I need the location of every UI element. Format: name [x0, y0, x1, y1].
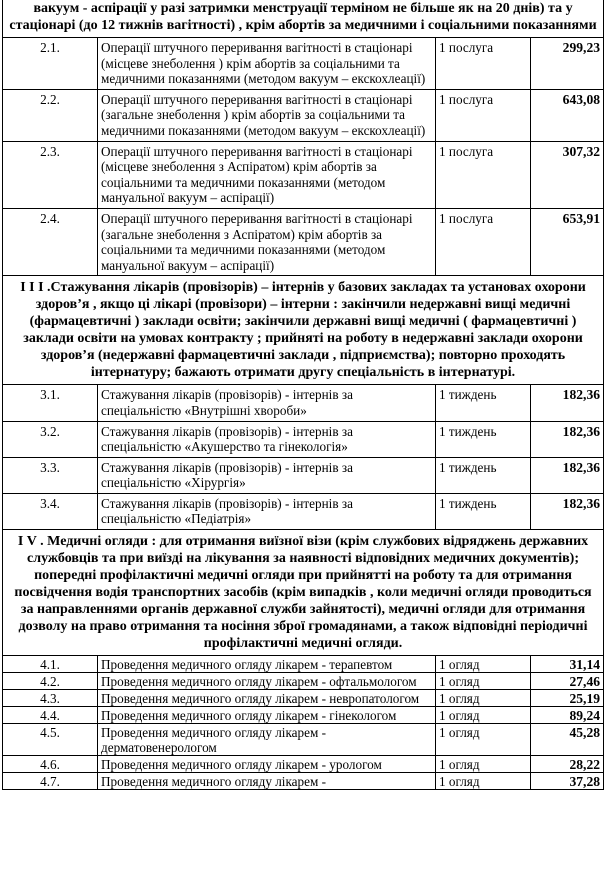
price-value: 182,36 — [531, 385, 604, 421]
table-row — [3, 690, 604, 707]
table-row — [3, 493, 604, 529]
row-number: 4.2. — [3, 673, 98, 690]
unit-of-measure: 1 огляд — [436, 656, 531, 673]
table-row — [3, 656, 604, 673]
section-header — [3, 276, 604, 385]
table-row — [3, 707, 604, 724]
service-name: Проведення медичного огляду лікарем - — [98, 773, 436, 790]
row-number: 4.1. — [3, 656, 98, 673]
section-2-header-text: вакуум - аспірації у разі затримки менструації терміном не більше як на 20 днів) та у стаціонарі (до 12 тижнів вагітності) , крім абортів за медичними і соціальними показаннями — [3, 0, 604, 38]
price-value: 653,91 — [531, 208, 604, 275]
price-value: 28,22 — [531, 756, 604, 773]
row-number: 2.3. — [3, 141, 98, 208]
unit-of-measure: 1 послуга — [436, 38, 531, 90]
row-number: 3.2. — [3, 421, 98, 457]
table-row — [3, 773, 604, 790]
price-table — [2, 0, 604, 790]
section-4-header-text: І V . Медичні огляди : для отримання виїзної візи (крім службових відряджень державних службовців та при виїзді на лікування за наявності відповідних медичних документів); попередні профілактичні медичні огляди при прийнятті на роботу та для отримання посвідчення водія транспортних засобів (крім випадків , коли медичні огляди проводиться за направленнями органів державної служби зайнятості), медичні огляди для отримання дозволу на право отримання та носіння зброї громадянами, а також відповідні періодичні профілактичні медичні огляди. — [3, 530, 604, 656]
service-name: Стажування лікарів (провізорів) - інтернів за спеціальністю «Хірургія» — [98, 457, 436, 493]
service-name: Операції штучного переривання вагітності в стаціонарі (місцеве знеболення з Аспіратом) крім абортів за соціальними та медичними показаннями (методом мануальної вакуум – аспірації) — [98, 141, 436, 208]
service-name: Стажування лікарів (провізорів) - інтернів за спеціальністю «Акушерство та гінекологія» — [98, 421, 436, 457]
service-name: Проведення медичного огляду лікарем - невропатологом — [98, 690, 436, 707]
unit-of-measure: 1 огляд — [436, 707, 531, 724]
table-row — [3, 724, 604, 756]
service-name: Стажування лікарів (провізорів) - інтернів за спеціальністю «Педіатрія» — [98, 493, 436, 529]
price-value: 299,23 — [531, 38, 604, 90]
price-value: 307,32 — [531, 141, 604, 208]
unit-of-measure: 1 огляд — [436, 724, 531, 756]
unit-of-measure: 1 огляд — [436, 690, 531, 707]
unit-of-measure: 1 послуга — [436, 89, 531, 141]
row-number: 2.2. — [3, 89, 98, 141]
service-name: Операції штучного переривання вагітності в стаціонарі (загальне знеболення з Аспіратом) крім абортів за соціальними та медичними показаннями (методом мануальної вакуум – аспірації) — [98, 208, 436, 275]
service-name: Операції штучного переривання вагітності в стаціонарі (загальне знеболення ) крім абортів за соціальними та медичними показаннями (методом вакуум – екскохлеації) — [98, 89, 436, 141]
price-value: 45,28 — [531, 724, 604, 756]
service-name: Операції штучного переривання вагітності в стаціонарі (місцеве знеболення ) крім абортів за соціальними та медичними показаннями (методом вакуум – екскохлеації) — [98, 38, 436, 90]
row-number: 3.4. — [3, 493, 98, 529]
service-name: Проведення медичного огляду лікарем - дерматовенерологом — [98, 724, 436, 756]
table-row — [3, 38, 604, 90]
unit-of-measure: 1 тиждень — [436, 385, 531, 421]
section-3-header-text: І І І .Стажування лікарів (провізорів) – інтернів у базових закладах та установах охорони здоров’я , якщо ці лікарі (провізори) – інтерни : закінчили недержавні вищі медичні (фармацевтичні ) заклади освіти; закінчили державні вищі медичні ( фармацевтичні ) заклади освіти на умовах контракту ; прийняті на роботу в недержавні заклади охорони здоров’я (недержавні фармацевтичні заклади , підприємства); повторно проходять інтернатуру; бажають отримати другу спеціальність в інтернатурі. — [3, 276, 604, 385]
row-number: 2.1. — [3, 38, 98, 90]
table-row — [3, 141, 604, 208]
unit-of-measure: 1 огляд — [436, 756, 531, 773]
unit-of-measure: 1 тиждень — [436, 493, 531, 529]
unit-of-measure: 1 послуга — [436, 141, 531, 208]
table-row — [3, 385, 604, 421]
table-row — [3, 421, 604, 457]
service-name: Проведення медичного огляду лікарем - гінекологом — [98, 707, 436, 724]
price-value: 182,36 — [531, 421, 604, 457]
row-number: 4.5. — [3, 724, 98, 756]
price-value: 31,14 — [531, 656, 604, 673]
row-number: 4.6. — [3, 756, 98, 773]
row-number: 2.4. — [3, 208, 98, 275]
table-row — [3, 673, 604, 690]
unit-of-measure: 1 огляд — [436, 673, 531, 690]
table-row — [3, 457, 604, 493]
row-number: 4.4. — [3, 707, 98, 724]
unit-of-measure: 1 тиждень — [436, 457, 531, 493]
unit-of-measure: 1 послуга — [436, 208, 531, 275]
service-name: Проведення медичного огляду лікарем - урологом — [98, 756, 436, 773]
row-number: 4.3. — [3, 690, 98, 707]
table-row — [3, 208, 604, 275]
unit-of-measure: 1 огляд — [436, 773, 531, 790]
price-value: 182,36 — [531, 493, 604, 529]
row-number: 4.7. — [3, 773, 98, 790]
price-value: 182,36 — [531, 457, 604, 493]
price-value: 89,24 — [531, 707, 604, 724]
table-row — [3, 756, 604, 773]
section-header — [3, 530, 604, 656]
row-number: 3.1. — [3, 385, 98, 421]
row-number: 3.3. — [3, 457, 98, 493]
price-value: 25,19 — [531, 690, 604, 707]
section-header — [3, 0, 604, 38]
service-name: Стажування лікарів (провізорів) - інтернів за спеціальністю «Внутрішні хвороби» — [98, 385, 436, 421]
service-name: Проведення медичного огляду лікарем - терапевтом — [98, 656, 436, 673]
unit-of-measure: 1 тиждень — [436, 421, 531, 457]
table-row — [3, 89, 604, 141]
price-value: 27,46 — [531, 673, 604, 690]
service-name: Проведення медичного огляду лікарем - офтальмологом — [98, 673, 436, 690]
price-value: 37,28 — [531, 773, 604, 790]
price-value: 643,08 — [531, 89, 604, 141]
